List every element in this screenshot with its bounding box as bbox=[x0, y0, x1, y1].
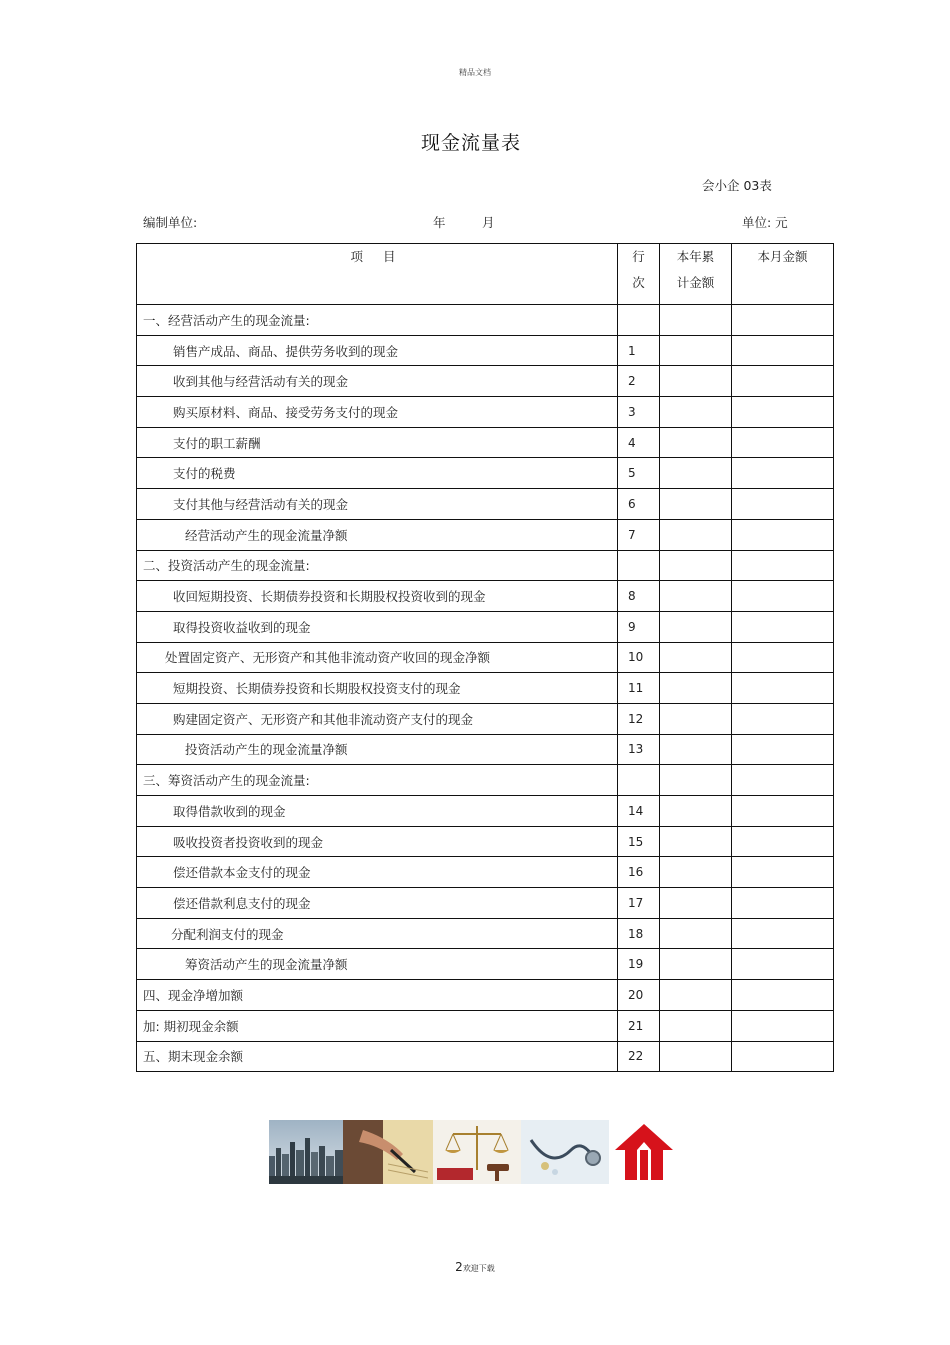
page-number: 2 bbox=[455, 1260, 463, 1274]
row-ytd-cell[interactable] bbox=[660, 366, 732, 397]
row-line: 20 bbox=[618, 980, 660, 1011]
row-line: 2 bbox=[618, 366, 660, 397]
row-line: 19 bbox=[618, 949, 660, 980]
row-ytd-cell[interactable] bbox=[660, 397, 732, 428]
header-line-top: 行 bbox=[632, 249, 645, 264]
row-item: 购买原材料、商品、接受劳务支付的现金 bbox=[137, 397, 618, 428]
table-row bbox=[137, 888, 834, 919]
row-item: 偿还借款本金支付的现金 bbox=[137, 857, 618, 888]
row-month-cell[interactable] bbox=[732, 918, 834, 949]
header-item-label: 项 目 bbox=[350, 249, 404, 264]
row-ytd-cell[interactable] bbox=[660, 826, 732, 857]
row-ytd-cell[interactable] bbox=[660, 427, 732, 458]
row-line: 16 bbox=[618, 857, 660, 888]
row-line: 3 bbox=[618, 397, 660, 428]
row-month-cell[interactable] bbox=[732, 826, 834, 857]
red-logo-image bbox=[609, 1120, 679, 1184]
row-line: 1 bbox=[618, 335, 660, 366]
row-month-cell[interactable] bbox=[732, 1041, 834, 1072]
header-ytd-top: 本年累 bbox=[676, 249, 715, 264]
row-line: 15 bbox=[618, 826, 660, 857]
row-ytd-cell[interactable] bbox=[660, 673, 732, 704]
row-month-cell[interactable] bbox=[732, 796, 834, 827]
row-item: 收到其他与经营活动有关的现金 bbox=[137, 366, 618, 397]
table-row bbox=[137, 642, 834, 673]
table-row bbox=[137, 1041, 834, 1072]
row-month-cell[interactable] bbox=[732, 366, 834, 397]
row-line: 18 bbox=[618, 918, 660, 949]
row-item: 处置固定资产、无形资产和其他非流动资产收回的现金净额 bbox=[137, 642, 618, 673]
stethoscope-image bbox=[521, 1120, 609, 1184]
header-line-bottom: 次 bbox=[632, 275, 645, 290]
row-line: 21 bbox=[618, 1010, 660, 1041]
table-row bbox=[137, 397, 834, 428]
row-month-cell[interactable] bbox=[732, 949, 834, 980]
footer-text: 欢迎下载 bbox=[462, 1264, 495, 1273]
row-line: 12 bbox=[618, 703, 660, 734]
row-line: 17 bbox=[618, 888, 660, 919]
row-item: 销售产成品、商品、提供劳务收到的现金 bbox=[137, 335, 618, 366]
table-row bbox=[137, 826, 834, 857]
page-title: 现金流量表 bbox=[420, 132, 521, 154]
row-month-cell[interactable] bbox=[732, 1010, 834, 1041]
row-month-cell[interactable] bbox=[732, 550, 834, 581]
header-month-label: 本月金额 bbox=[757, 249, 808, 264]
row-ytd-cell[interactable] bbox=[660, 519, 732, 550]
row-line: 9 bbox=[618, 611, 660, 642]
table-row bbox=[137, 335, 834, 366]
row-month-cell[interactable] bbox=[732, 397, 834, 428]
row-line bbox=[618, 305, 660, 336]
table-row bbox=[137, 550, 834, 581]
row-month-cell[interactable] bbox=[732, 734, 834, 765]
row-line: 22 bbox=[618, 1041, 660, 1072]
table-row bbox=[137, 305, 834, 336]
table-row bbox=[137, 918, 834, 949]
table-row bbox=[137, 1010, 834, 1041]
row-ytd-cell[interactable] bbox=[660, 335, 732, 366]
row-ytd-cell[interactable] bbox=[660, 949, 732, 980]
cash-flow-table bbox=[136, 243, 834, 1072]
month-label: 月 bbox=[482, 215, 495, 230]
row-ytd-cell[interactable] bbox=[660, 489, 732, 520]
row-item: 一、经营活动产生的现金流量: bbox=[137, 305, 618, 336]
row-ytd-cell[interactable] bbox=[660, 857, 732, 888]
header-line bbox=[618, 244, 660, 305]
row-line: 11 bbox=[618, 673, 660, 704]
table-row bbox=[137, 765, 834, 796]
row-item: 四、现金净增加额 bbox=[137, 980, 618, 1011]
decorative-image-strip bbox=[269, 1120, 679, 1184]
table-row bbox=[137, 581, 834, 612]
row-ytd-cell[interactable] bbox=[660, 703, 732, 734]
row-ytd-cell[interactable] bbox=[660, 734, 732, 765]
row-month-cell[interactable] bbox=[732, 703, 834, 734]
city-skyline-image bbox=[269, 1120, 343, 1184]
header-item bbox=[137, 244, 618, 305]
row-ytd-cell[interactable] bbox=[660, 918, 732, 949]
row-item: 支付的职工薪酬 bbox=[137, 427, 618, 458]
row-ytd-cell[interactable] bbox=[660, 980, 732, 1011]
row-line bbox=[618, 765, 660, 796]
row-ytd-cell[interactable] bbox=[660, 305, 732, 336]
table-row bbox=[137, 703, 834, 734]
table-header-row bbox=[137, 244, 834, 305]
header-month bbox=[732, 244, 834, 305]
row-line: 6 bbox=[618, 489, 660, 520]
row-item: 短期投资、长期债券投资和长期股权投资支付的现金 bbox=[137, 673, 618, 704]
row-ytd-cell[interactable] bbox=[660, 796, 732, 827]
row-item: 二、投资活动产生的现金流量: bbox=[137, 550, 618, 581]
row-item: 三、筹资活动产生的现金流量: bbox=[137, 765, 618, 796]
table-row bbox=[137, 489, 834, 520]
table-row bbox=[137, 519, 834, 550]
row-item: 收回短期投资、长期债券投资和长期股权投资收到的现金 bbox=[137, 581, 618, 612]
row-month-cell[interactable] bbox=[732, 458, 834, 489]
row-ytd-cell[interactable] bbox=[660, 888, 732, 919]
row-item: 五、期末现金余额 bbox=[137, 1041, 618, 1072]
row-month-cell[interactable] bbox=[732, 611, 834, 642]
row-item: 筹资活动产生的现金流量净额 bbox=[137, 949, 618, 980]
row-item: 吸收投资者投资收到的现金 bbox=[137, 826, 618, 857]
row-month-cell[interactable] bbox=[732, 581, 834, 612]
table-row bbox=[137, 611, 834, 642]
row-month-cell[interactable] bbox=[732, 980, 834, 1011]
row-item: 购建固定资产、无形资产和其他非流动资产支付的现金 bbox=[137, 703, 618, 734]
page-footer bbox=[0, 1260, 950, 1274]
row-line: 7 bbox=[618, 519, 660, 550]
row-item: 分配利润支付的现金 bbox=[137, 918, 618, 949]
row-month-cell[interactable] bbox=[732, 673, 834, 704]
year-label: 年 bbox=[433, 215, 446, 230]
unit-label: 单位: 元 bbox=[742, 215, 788, 230]
row-month-cell[interactable] bbox=[732, 427, 834, 458]
row-ytd-cell[interactable] bbox=[660, 765, 732, 796]
form-code: 会小企 03表 bbox=[702, 178, 772, 193]
row-month-cell[interactable] bbox=[732, 888, 834, 919]
row-ytd-cell[interactable] bbox=[660, 458, 732, 489]
row-line: 14 bbox=[618, 796, 660, 827]
row-line: 5 bbox=[618, 458, 660, 489]
row-ytd-cell[interactable] bbox=[660, 611, 732, 642]
row-ytd-cell[interactable] bbox=[660, 581, 732, 612]
table-row bbox=[137, 949, 834, 980]
table-row bbox=[137, 673, 834, 704]
table-row bbox=[137, 857, 834, 888]
row-ytd-cell[interactable] bbox=[660, 642, 732, 673]
row-item: 经营活动产生的现金流量净额 bbox=[137, 519, 618, 550]
table-row bbox=[137, 366, 834, 397]
row-month-cell[interactable] bbox=[732, 489, 834, 520]
justice-scale-image bbox=[433, 1120, 521, 1184]
row-month-cell[interactable] bbox=[732, 335, 834, 366]
row-month-cell[interactable] bbox=[732, 519, 834, 550]
row-month-cell[interactable] bbox=[732, 765, 834, 796]
hand-writing-image bbox=[343, 1120, 433, 1184]
row-item: 取得借款收到的现金 bbox=[137, 796, 618, 827]
table-row bbox=[137, 458, 834, 489]
row-item: 投资活动产生的现金流量净额 bbox=[137, 734, 618, 765]
header-ytd-bottom: 计金额 bbox=[676, 275, 715, 290]
row-item: 取得投资收益收到的现金 bbox=[137, 611, 618, 642]
row-item: 偿还借款利息支付的现金 bbox=[137, 888, 618, 919]
row-month-cell[interactable] bbox=[732, 857, 834, 888]
table-row bbox=[137, 980, 834, 1011]
row-item: 加: 期初现金余额 bbox=[137, 1010, 618, 1041]
row-month-cell[interactable] bbox=[732, 642, 834, 673]
header-watermark: 精品文档 bbox=[459, 68, 491, 77]
row-line: 13 bbox=[618, 734, 660, 765]
row-ytd-cell[interactable] bbox=[660, 1041, 732, 1072]
row-month-cell[interactable] bbox=[732, 305, 834, 336]
row-item: 支付其他与经营活动有关的现金 bbox=[137, 489, 618, 520]
row-line bbox=[618, 550, 660, 581]
row-line: 8 bbox=[618, 581, 660, 612]
company-label: 编制单位: bbox=[143, 215, 198, 230]
table-row bbox=[137, 427, 834, 458]
row-item: 支付的税费 bbox=[137, 458, 618, 489]
row-ytd-cell[interactable] bbox=[660, 550, 732, 581]
table-row bbox=[137, 734, 834, 765]
row-line: 10 bbox=[618, 642, 660, 673]
header-ytd bbox=[660, 244, 732, 305]
row-line: 4 bbox=[618, 427, 660, 458]
table-row bbox=[137, 796, 834, 827]
row-ytd-cell[interactable] bbox=[660, 1010, 732, 1041]
